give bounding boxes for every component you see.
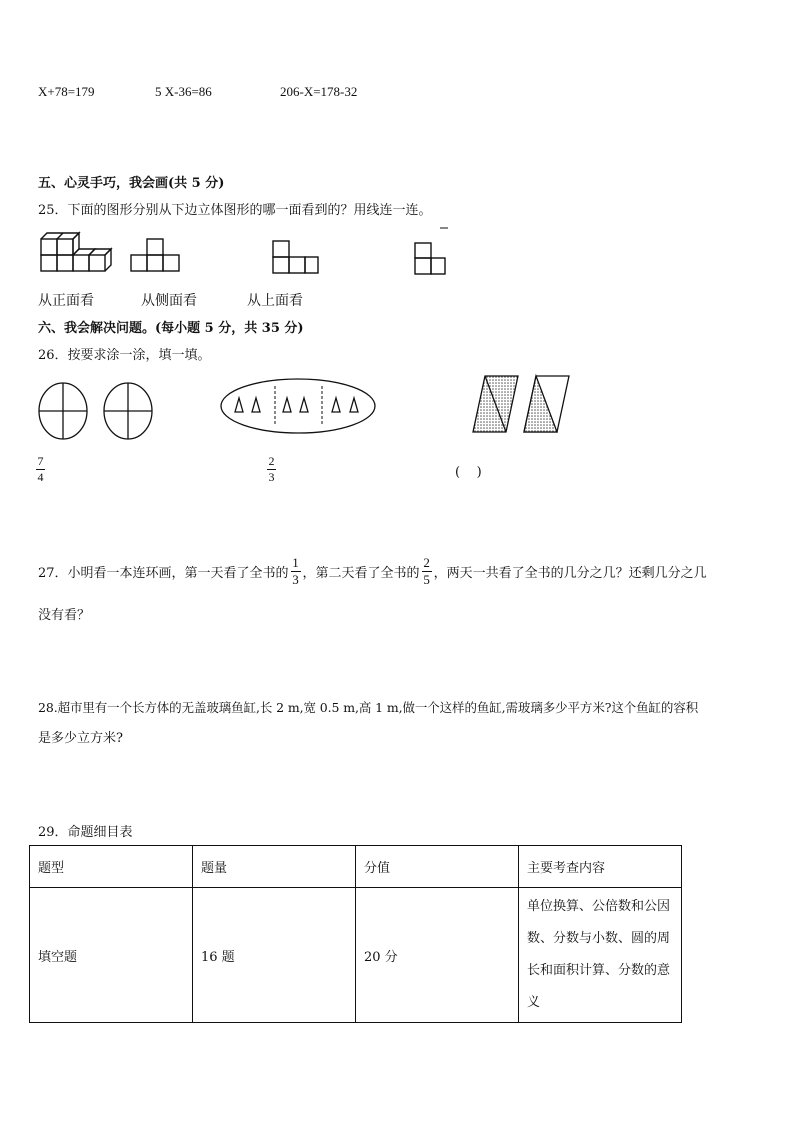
q27-fraction-2-den: 5 [423,572,430,587]
fraction-label-1 [36,455,45,484]
fraction-2-numerator: 2 [268,454,275,468]
table-cell: 填空题 [30,888,193,1023]
circle-2 [104,383,152,439]
q27-text-2: ，第二天看了全书的 [302,566,420,581]
solid-figure [41,233,111,271]
table-cell: 16 题 [193,888,356,1023]
fraction-label-2 [267,455,276,484]
view-figures [38,226,458,280]
table-row [30,888,682,1023]
question-25: 25．下面的图形分别从下边立体图形的哪一面看到的？用线连一连。 [38,203,432,218]
shaded-parallelograms [473,376,569,432]
fraction-2-denominator: 3 [268,470,275,484]
q27-text-3: ，两天一共看了全书的几分之几？还剩几分之几 [433,566,707,581]
table-cell: 20 分 [356,888,519,1023]
circle-1 [39,383,87,439]
question-27-line-2: 没有看？ [38,608,91,623]
equation-1: X+78=179 [38,84,95,99]
q27-fraction-2-num: 2 [423,555,430,570]
question-27-line-1 [38,556,707,587]
specification-table [29,845,682,1023]
triangle-oval [221,379,375,433]
view-shape-2 [273,241,318,273]
q27-fraction-1-num: 1 [292,555,299,570]
q26-figures [30,370,590,445]
question-29-title: 29．命题细目表 [38,825,133,840]
fraction-1-numerator: 7 [37,454,44,468]
answer-parentheses: ( ) [455,465,482,480]
table-header-cell: 分值 [356,846,519,888]
table-header-row [30,846,682,888]
section-6-heading: 六、我会解决问题。(每小题 5 分，共 35 分) [38,321,304,336]
table-header-cell: 主要考查内容 [519,846,682,888]
view-shape-3 [415,243,445,274]
view-label-front: 从正面看 [38,293,94,309]
question-28-line-2: 是多少立方米? [38,731,123,746]
q27-text-1: 27．小明看一本连环画，第一天看了全书的 [38,566,289,581]
table-header-cell: 题量 [193,846,356,888]
q27-fraction-1-den: 3 [292,572,299,587]
equation-2: 5 X-36=86 [155,84,212,99]
view-shape-1 [131,239,179,271]
question-28-line-1: 28.超市里有一个长方体的无盖玻璃鱼缸,长 2 m,宽 0.5 m,高 1 m,做一个这样的鱼缸,需玻璃多少平方米?这个鱼缸的容积 [38,700,699,715]
fraction-1-denominator: 4 [37,470,44,484]
table-header-cell: 题型 [30,846,193,888]
question-26: 26．按要求涂一涂，填一填。 [38,348,211,363]
view-label-side: 从侧面看 [141,293,197,309]
q27-fraction-1 [291,556,301,587]
table-cell: 单位换算、公倍数和公因数、分数与小数、圆的周长和面积计算、分数的意义 [519,888,682,1023]
q27-fraction-2 [422,556,432,587]
view-label-top: 从上面看 [247,293,303,309]
equation-3: 206-X=178-32 [280,84,358,99]
section-5-heading: 五、心灵手巧，我会画(共 5 分) [38,176,225,191]
